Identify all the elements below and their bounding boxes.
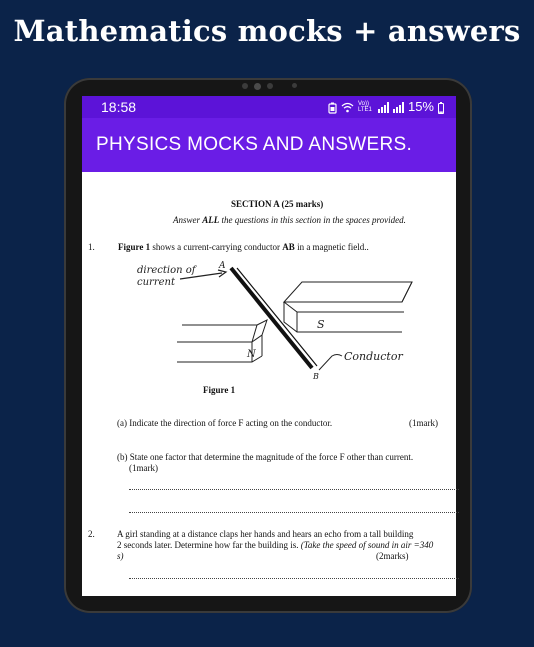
question-text: s) <box>117 551 124 561</box>
magnet-outline <box>284 302 404 312</box>
status-time: 18:58 <box>101 99 137 115</box>
sensor-dot <box>292 83 297 88</box>
diagram-label-conductor: Conductor <box>344 350 403 363</box>
question-number: 1. <box>88 242 95 252</box>
sensor-dot <box>267 83 273 89</box>
diagram-label-direction: direction of <box>137 265 196 276</box>
answer-line <box>129 578 459 579</box>
marks-label: (1mark) <box>409 418 438 428</box>
question-part-a: (a) Indicate the direction of force F acting on the conductor. <box>117 418 333 428</box>
battery-icon <box>438 99 444 114</box>
app-screen <box>82 96 456 596</box>
question-text: 2 seconds later. Determine how far the building is. (Take the speed of sound in air =340 <box>117 540 434 550</box>
front-camera-icon <box>254 83 261 90</box>
magnet-outline <box>284 302 402 332</box>
status-bar <box>82 96 456 118</box>
figure-caption: Figure 1 <box>203 385 236 395</box>
app-bar <box>82 118 456 172</box>
section-title: SECTION A (25 marks) <box>231 199 324 209</box>
diagram-label-b: B <box>313 372 319 381</box>
answer-line <box>129 512 459 513</box>
conductor-rod <box>231 268 312 368</box>
marks-label: (2marks) <box>376 551 409 561</box>
promo-headline: Mathematics mocks + answers <box>13 14 521 48</box>
status-icons <box>328 99 444 114</box>
diagram-label-n: N <box>247 349 256 360</box>
signal-icon <box>378 99 389 114</box>
signal-icon <box>393 99 404 114</box>
battery-percent: 15% <box>407 99 434 114</box>
answer-line <box>129 489 459 490</box>
diagram-label-a: A <box>219 261 226 271</box>
network-type-label: Vo)) LTE1 <box>357 100 372 113</box>
question-text: A girl standing at a distance claps her hands and hears an echo from a tall building <box>117 529 414 539</box>
app-title: PHYSICS MOCKS AND ANSWERS. <box>96 134 413 155</box>
question-text: Figure 1 shows a current-carrying conductor AB in a magnetic field.. <box>118 242 369 252</box>
diagram-label-s: S <box>317 318 325 331</box>
battery-saver-icon <box>328 99 337 114</box>
label-pointer <box>319 355 342 371</box>
magnet-outline <box>284 282 412 302</box>
pdf-page[interactable] <box>82 172 456 596</box>
marks-label: (1mark) <box>129 463 158 473</box>
conductor-magnetic-field-diagram <box>122 260 422 381</box>
question-part-b: (b) State one factor that determine the magnitude of the force F other than current. <box>117 452 414 462</box>
magnet-outline <box>402 282 412 302</box>
sensor-dot <box>242 83 248 89</box>
magnet-outline <box>177 325 257 342</box>
section-instructions: Answer ALL the questions in this section in the spaces provided. <box>173 215 406 225</box>
magnet-outline <box>252 320 267 342</box>
diagram-label-current: current <box>137 277 175 288</box>
question-number: 2. <box>88 529 95 539</box>
wifi-icon <box>341 99 354 114</box>
